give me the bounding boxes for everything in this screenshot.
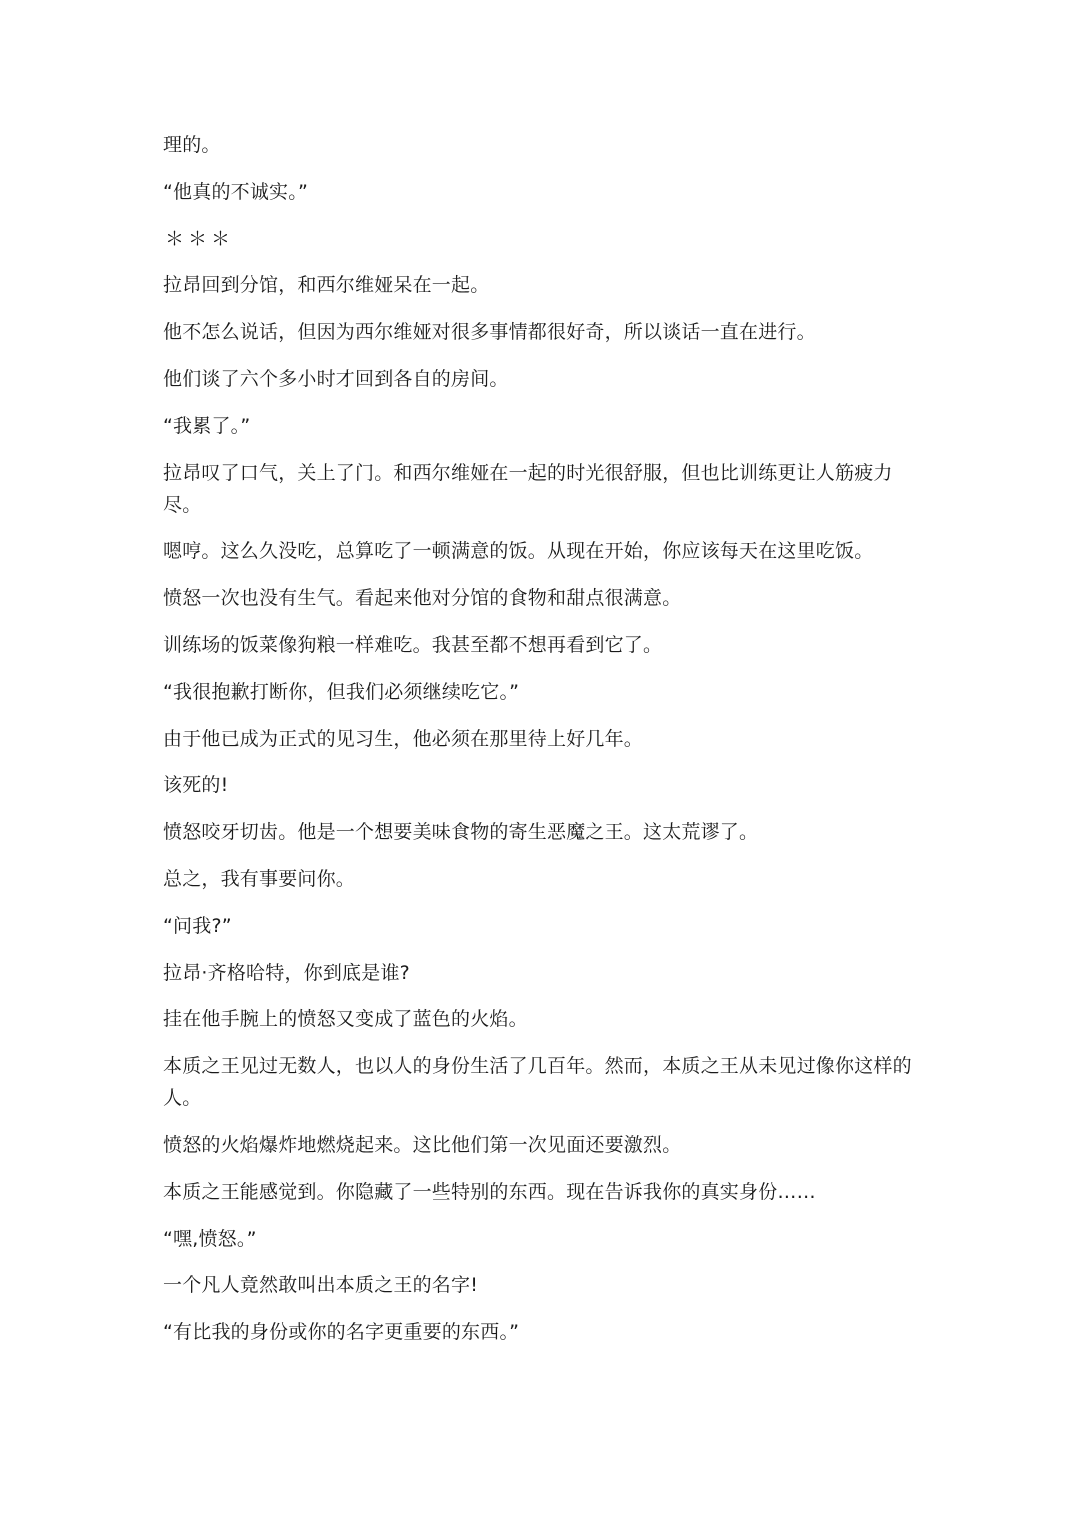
paragraph: 挂在他手腕上的愤怒又变成了蓝色的火焰。 <box>163 1008 528 1031</box>
paragraph: “我累了。” <box>163 414 251 437</box>
paragraph: 他们谈了六个多小时才回到各自的房间。 <box>163 367 509 390</box>
paragraph: 拉昂回到分馆，和西尔维娅呆在一起。 <box>163 274 490 297</box>
paragraph: 一个凡人竟然敢叫出本质之王的名字! <box>163 1274 479 1297</box>
paragraph: 嗯哼。这么久没吃，总算吃了一顿满意的饭。从现在开始，你应该每天在这里吃饭。 <box>163 540 874 563</box>
paragraph: 拉昂·齐格哈特，你到底是谁? <box>163 961 410 984</box>
paragraph: “我很抱歉打断你，但我们必须继续吃它。” <box>163 680 520 703</box>
paragraph: 愤怒一次也没有生气。看起来他对分馆的食物和甜点很满意。 <box>163 587 682 610</box>
paragraph: “他真的不诚实。” <box>163 180 308 203</box>
paragraph: 愤怒的火焰爆炸地燃烧起来。这比他们第一次见面还要激烈。 <box>163 1133 682 1156</box>
paragraph: “有比我的身份或你的名字更重要的东西。” <box>163 1321 520 1344</box>
paragraph: 总之，我有事要问你。 <box>163 867 356 890</box>
document-body <box>163 129 923 1363</box>
paragraph: 本质之王见过无数人，也以人的身份生活了几百年。然而，本质之王从未见过像你这样的人。 <box>163 1055 912 1110</box>
paragraph: 愤怒咬牙切齿。他是一个想要美味食物的寄生恶魔之王。这太荒谬了。 <box>163 821 759 844</box>
paragraph: 本质之王能感觉到。你隐藏了一些特别的东西。现在告诉我你的真实身份…… <box>163 1180 816 1203</box>
scene-separator: ＊＊＊ <box>165 227 235 250</box>
paragraph: “问我?” <box>163 914 232 937</box>
paragraph: 他不怎么说话，但因为西尔维娅对很多事情都很好奇，所以谈话一直在进行。 <box>163 321 816 344</box>
paragraph: 训练场的饭菜像狗粮一样难吃。我甚至都不想再看到它了。 <box>163 633 663 656</box>
paragraph: 该死的! <box>163 774 229 797</box>
paragraph: “嘿,愤怒。” <box>163 1227 257 1250</box>
paragraph: 理的。 <box>163 134 221 156</box>
paragraph: 拉昂叹了口气，关上了门。和西尔维娅在一起的时光很舒服，但也比训练更让人筋疲力尽。 <box>163 461 893 516</box>
paragraph: 由于他已成为正式的见习生，他必须在那里待上好几年。 <box>163 727 644 750</box>
